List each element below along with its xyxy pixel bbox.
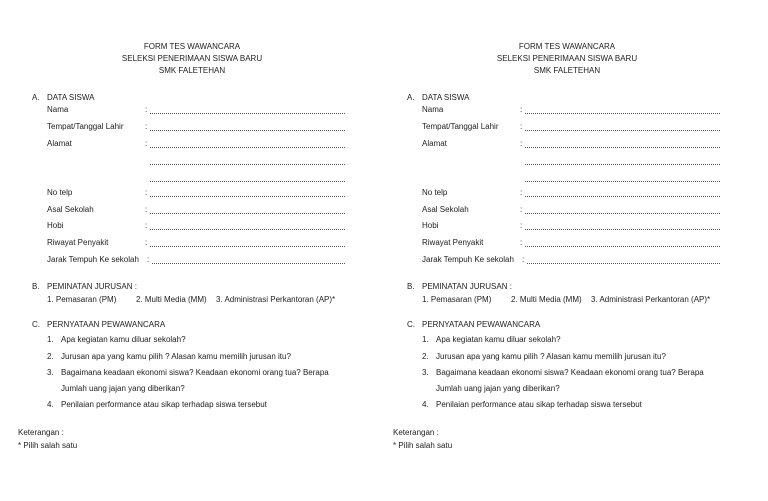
question-text: Jurusan apa yang kamu pilih ? Alasan kamu memilih jurusan itu? [61, 352, 291, 361]
field-label: Nama [47, 105, 69, 114]
field-colon: : [520, 221, 523, 230]
section-c-letter: C. [407, 320, 415, 329]
question-number: 3. [47, 368, 54, 377]
field-fill-line[interactable] [525, 130, 720, 131]
field-label: Asal Sekolah [422, 205, 469, 214]
form-title-line: FORM TES WAWANCARA [518, 42, 616, 51]
field-label: Jarak Tempuh Ke sekolah [422, 255, 514, 264]
field-label: Riwayat Penyakit [47, 238, 109, 247]
field-fill-line[interactable] [152, 263, 345, 264]
field-fill-line[interactable] [525, 196, 720, 197]
section-c-heading: PERNYATAAN PEWAWANCARA [47, 320, 166, 329]
question-number: 1. [422, 335, 429, 344]
field-label: Alamat [47, 139, 72, 148]
form-title-line: FORM TES WAWANCARA [143, 42, 241, 51]
field-fill-line[interactable] [150, 147, 345, 148]
major-option: 1. Pemasaran (PM) [422, 295, 492, 304]
field-label: No telp [47, 188, 73, 197]
field-label: Nama [422, 105, 444, 114]
section-a-letter: A. [407, 93, 415, 102]
major-option: 2. Multi Media (MM) [511, 295, 582, 304]
field-label: Asal Sekolah [47, 205, 94, 214]
field-colon: : [520, 105, 523, 114]
field-fill-line[interactable] [525, 213, 720, 214]
major-option: 1. Pemasaran (PM) [47, 295, 117, 304]
section-b-letter: B. [32, 282, 40, 291]
field-colon: : [520, 205, 523, 214]
question-text: Jumlah uang jajan yang diberikan? [61, 384, 185, 393]
field-label: Riwayat Penyakit [422, 238, 484, 247]
section-b-letter: B. [407, 282, 415, 291]
field-colon: : [145, 139, 148, 148]
field-colon: : [145, 221, 148, 230]
field-colon: : [520, 188, 523, 197]
field-fill-line[interactable] [150, 113, 345, 114]
question-number: 3. [422, 368, 429, 377]
field-fill-line[interactable] [527, 263, 720, 264]
field-fill-line[interactable] [150, 246, 345, 247]
major-option: 3. Administrasi Perkantoran (AP)* [591, 295, 711, 304]
field-fill-line[interactable] [150, 229, 345, 230]
field-colon: : [145, 105, 148, 114]
field-colon: : [145, 122, 148, 131]
question-number: 1. [47, 335, 54, 344]
notes-text: * Pilih salah satu [393, 441, 453, 450]
major-option: 2. Multi Media (MM) [136, 295, 207, 304]
field-fill-line[interactable] [525, 229, 720, 230]
section-a-heading: DATA SISWA [47, 93, 95, 102]
question-number: 2. [47, 352, 54, 361]
field-colon: : [520, 238, 523, 247]
field-colon: : [145, 238, 148, 247]
question-text: Penilaian performance atau sikap terhadap siswa tersebut [436, 400, 642, 409]
field-colon: : [147, 255, 150, 264]
section-a-heading: DATA SISWA [422, 93, 470, 102]
address-fill-line[interactable] [525, 164, 720, 165]
notes-label: Keterangan : [393, 428, 439, 437]
question-text: Jurusan apa yang kamu pilih ? Alasan kamu memilih jurusan itu? [436, 352, 666, 361]
notes-label: Keterangan : [18, 428, 64, 437]
question-number: 4. [422, 400, 429, 409]
interview-form-right [375, 0, 759, 501]
form-title-line: SELEKSI PENERIMAAN SISWA BARU [496, 54, 638, 63]
section-c-letter: C. [32, 320, 40, 329]
notes-text: * Pilih salah satu [18, 441, 78, 450]
form-title-line: SELEKSI PENERIMAAN SISWA BARU [121, 54, 263, 63]
field-colon: : [145, 205, 148, 214]
field-label: No telp [422, 188, 448, 197]
section-a-letter: A. [32, 93, 40, 102]
field-label: Jarak Tempuh Ke sekolah [47, 255, 139, 264]
field-fill-line[interactable] [525, 113, 720, 114]
form-title-line: SMK FALETEHAN [158, 66, 226, 75]
field-colon: : [520, 139, 523, 148]
field-fill-line[interactable] [150, 213, 345, 214]
field-label: Hobi [47, 221, 64, 230]
field-fill-line[interactable] [150, 130, 345, 131]
question-number: 2. [422, 352, 429, 361]
question-text: Jumlah uang jajan yang diberikan? [436, 384, 560, 393]
field-fill-line[interactable] [150, 196, 345, 197]
field-label: Tempat/Tanggal Lahir [47, 122, 124, 131]
form-title-line: SMK FALETEHAN [533, 66, 601, 75]
section-b-heading: PEMINATAN JURUSAN : [47, 282, 137, 291]
question-text: Apa kegiatan kamu diluar sekolah? [61, 335, 186, 344]
question-text: Bagaimana keadaan ekonomi siswa? Keadaan ekonomi orang tua? Berapa [61, 368, 329, 377]
section-b-heading: PEMINATAN JURUSAN : [422, 282, 512, 291]
question-text: Apa kegiatan kamu diluar sekolah? [436, 335, 561, 344]
address-fill-line[interactable] [150, 164, 345, 165]
address-fill-line[interactable] [150, 181, 345, 182]
field-label: Alamat [422, 139, 447, 148]
field-fill-line[interactable] [525, 246, 720, 247]
question-number: 4. [47, 400, 54, 409]
field-colon: : [522, 255, 525, 264]
field-colon: : [520, 122, 523, 131]
question-text: Bagaimana keadaan ekonomi siswa? Keadaan ekonomi orang tua? Berapa [436, 368, 704, 377]
question-text: Penilaian performance atau sikap terhadap siswa tersebut [61, 400, 267, 409]
field-fill-line[interactable] [525, 147, 720, 148]
field-colon: : [145, 188, 148, 197]
major-option: 3. Administrasi Perkantoran (AP)* [216, 295, 336, 304]
address-fill-line[interactable] [525, 181, 720, 182]
field-label: Hobi [422, 221, 439, 230]
section-c-heading: PERNYATAAN PEWAWANCARA [422, 320, 541, 329]
field-label: Tempat/Tanggal Lahir [422, 122, 499, 131]
